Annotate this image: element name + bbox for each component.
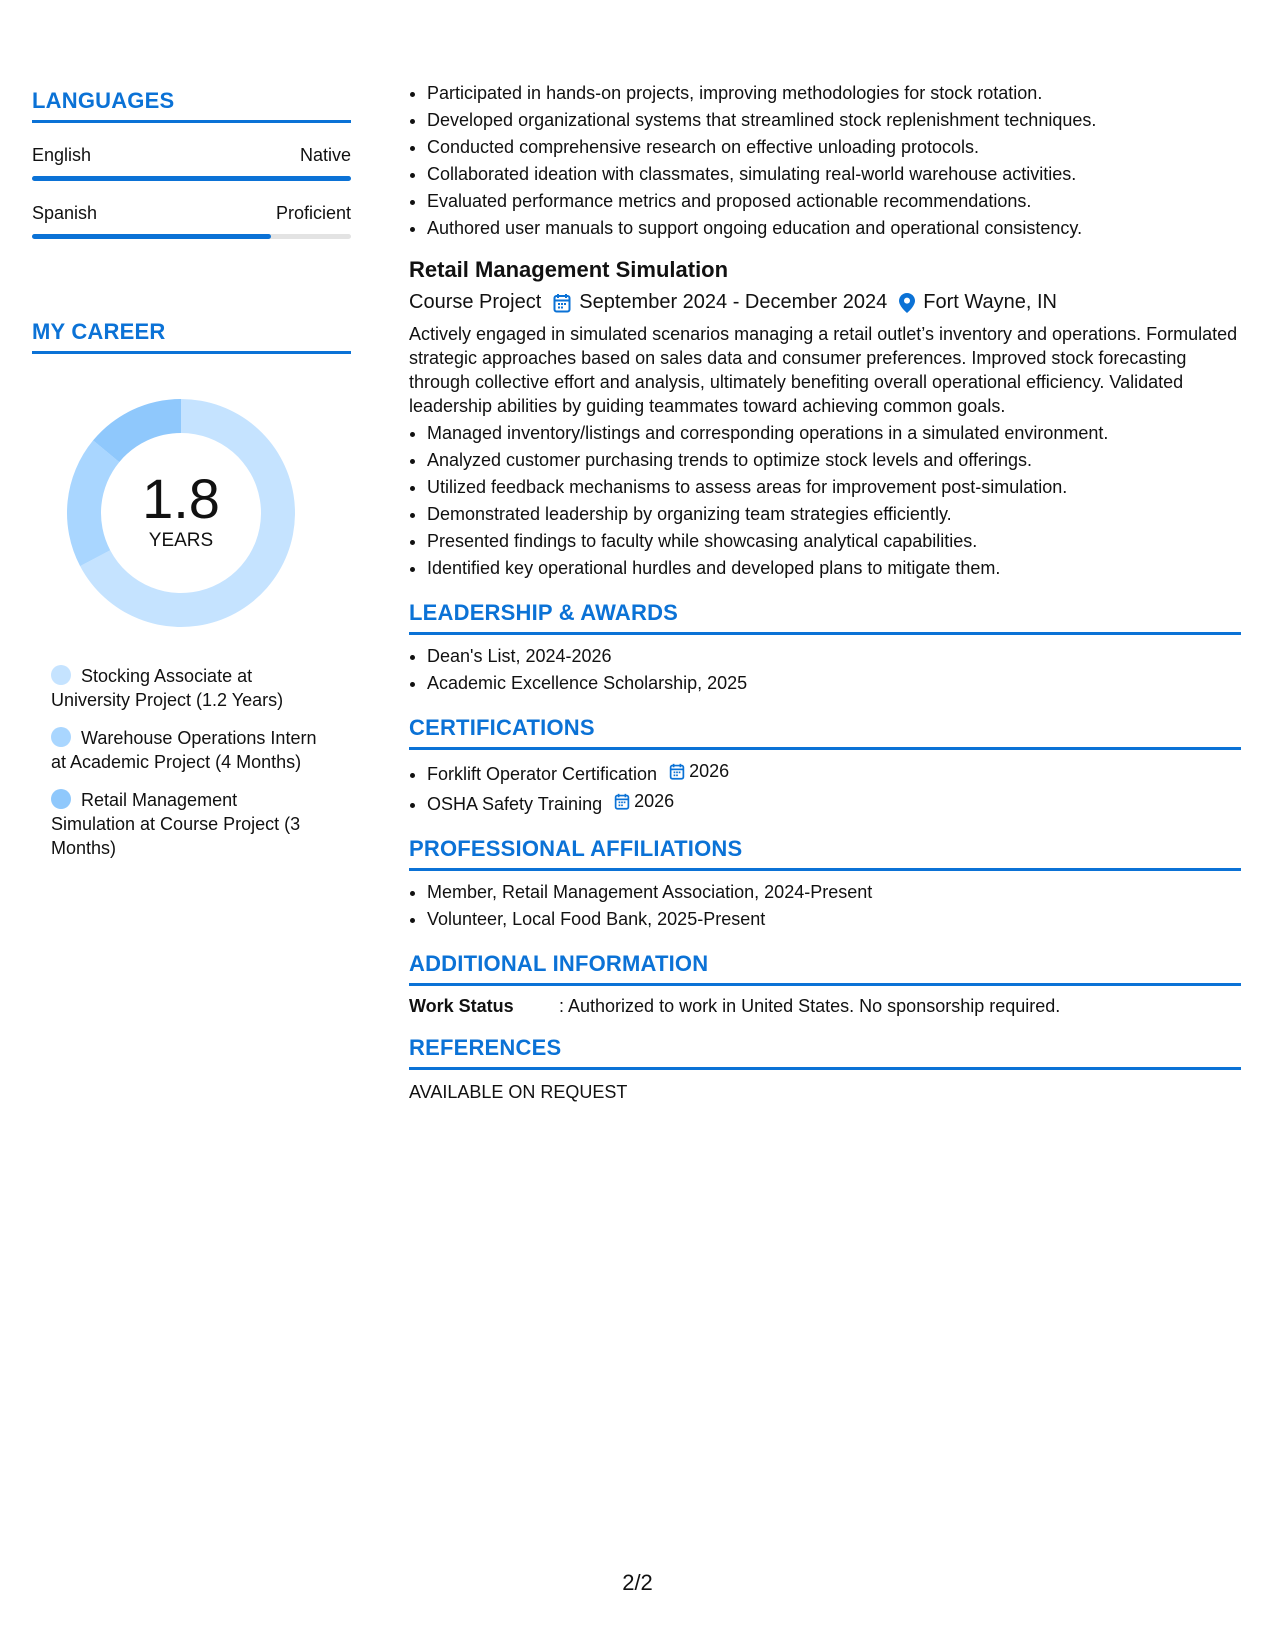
language-item	[32, 203, 351, 239]
affiliations-section	[409, 836, 1241, 933]
job-dates: September 2024 - December 2024	[579, 291, 888, 313]
list-item: • Identified key operational hurdles and developed plans to mitigate them.	[427, 555, 1241, 582]
job-description: Actively engaged in simulated scenarios managing a retail outlet’s inventory and operations. Formulated strategic approaches based on sales data and consumer preferences. Improved stock forecasting through collective effort and analysis, ultimately benefiting overall operational efficiency. Validated leadership abilities by guiding teammates toward achieving common goals.	[409, 324, 1238, 416]
languages-title: LANGUAGES	[32, 88, 351, 123]
calendar-icon	[553, 293, 571, 313]
language-name: English	[32, 145, 92, 165]
calendar-icon	[669, 763, 685, 780]
affiliations-title: PROFESSIONAL AFFILIATIONS	[409, 836, 1241, 871]
certification-name: Forklift Operator Certification	[427, 764, 658, 784]
list-item: • Demonstrated leadership by organizing team strategies efficiently.	[427, 501, 1241, 528]
job-bullets	[409, 420, 1241, 582]
job-location: Fort Wayne, IN	[923, 291, 1057, 313]
list-item: • Academic Excellence Scholarship, 2025	[427, 670, 1241, 697]
references-section	[409, 1035, 1241, 1103]
list-item: • Evaluated performance metrics and proposed actionable recommendations.	[427, 188, 1241, 215]
location-pin-icon	[899, 293, 915, 313]
page-number: 2/2	[622, 1570, 653, 1595]
list-item: • Presented findings to faculty while showcasing analytical capabilities.	[427, 528, 1241, 555]
list-item: • Collaborated ideation with classmates, simulating real-world warehouse activities.	[427, 161, 1241, 188]
legend-label: Retail Management Simulation at Course Project (3 Months)	[51, 790, 301, 858]
certification-year: 2026	[689, 761, 730, 781]
career-donut-chart	[66, 398, 296, 628]
list-item: • Analyzed customer purchasing trends to optimize stock levels and offerings.	[427, 447, 1241, 474]
work-status-label: Work Status	[409, 996, 514, 1016]
language-bar-fill	[32, 176, 351, 181]
language-item	[32, 145, 351, 181]
certifications-section	[409, 715, 1241, 818]
career-total-value: 1.8	[142, 467, 220, 530]
language-level: Proficient	[275, 203, 351, 223]
list-item: • Utilized feedback mechanisms to assess areas for improvement post-simulation.	[427, 474, 1241, 501]
certification-name: OSHA Safety Training	[427, 794, 603, 814]
language-level: Native	[299, 145, 351, 165]
language-bar-fill	[32, 234, 271, 239]
certification-item	[427, 758, 1241, 788]
additional-info-section	[409, 951, 1241, 1017]
experience-bullets	[409, 80, 1241, 242]
list-item: • Member, Retail Management Association, 2024-Present	[427, 879, 1241, 906]
references-title: REFERENCES	[409, 1035, 1241, 1070]
list-item: • Participated in hands-on projects, improving methodologies for stock rotation.	[427, 80, 1241, 107]
work-status-row	[409, 996, 1241, 1017]
work-status-value: : Authorized to work in United States. No sponsorship required.	[559, 996, 1061, 1016]
job-company: Course Project	[409, 291, 542, 313]
language-name: Spanish	[32, 203, 98, 223]
language-bar	[32, 234, 351, 239]
legend-dot	[51, 727, 71, 747]
right-column	[409, 80, 1241, 1103]
list-item: • Dean's List, 2024-2026	[427, 643, 1241, 670]
list-item: • Managed inventory/listings and corresponding operations in a simulated environment.	[427, 420, 1241, 447]
leadership-section	[409, 600, 1241, 697]
leadership-title: LEADERSHIP & AWARDS	[409, 600, 1241, 635]
career-title: MY CAREER	[32, 319, 351, 354]
additional-info-title: ADDITIONAL INFORMATION	[409, 951, 1241, 986]
list-item: • Conducted comprehensive research on effective unloading protocols.	[427, 134, 1241, 161]
job-title: Retail Management Simulation	[409, 257, 729, 282]
certification-year: 2026	[634, 791, 675, 811]
list-item: • Authored user manuals to support ongoing education and operational consistency.	[427, 215, 1241, 242]
legend-dot	[51, 789, 71, 809]
job-meta	[409, 291, 1241, 314]
list-item: • Developed organizational systems that streamlined stock replenishment techniques.	[427, 107, 1241, 134]
career-legend-item	[51, 788, 321, 860]
language-bar	[32, 176, 351, 181]
legend-label: Stocking Associate at University Project (1.2 Years)	[51, 666, 284, 710]
career-legend-item	[51, 664, 321, 712]
job-entry	[409, 257, 1241, 582]
calendar-icon	[614, 793, 630, 810]
references-text: AVAILABLE ON REQUEST	[409, 1082, 628, 1102]
legend-dot	[51, 665, 71, 685]
career-total-unit: YEARS	[148, 530, 214, 551]
list-item: • Volunteer, Local Food Bank, 2025-Present	[427, 906, 1241, 933]
career-legend	[32, 664, 351, 860]
certification-item	[427, 788, 1241, 818]
certifications-title: CERTIFICATIONS	[409, 715, 1241, 750]
left-column	[32, 88, 351, 874]
career-legend-item	[51, 726, 321, 774]
legend-label: Warehouse Operations Intern at Academic Project (4 Months)	[51, 728, 317, 772]
